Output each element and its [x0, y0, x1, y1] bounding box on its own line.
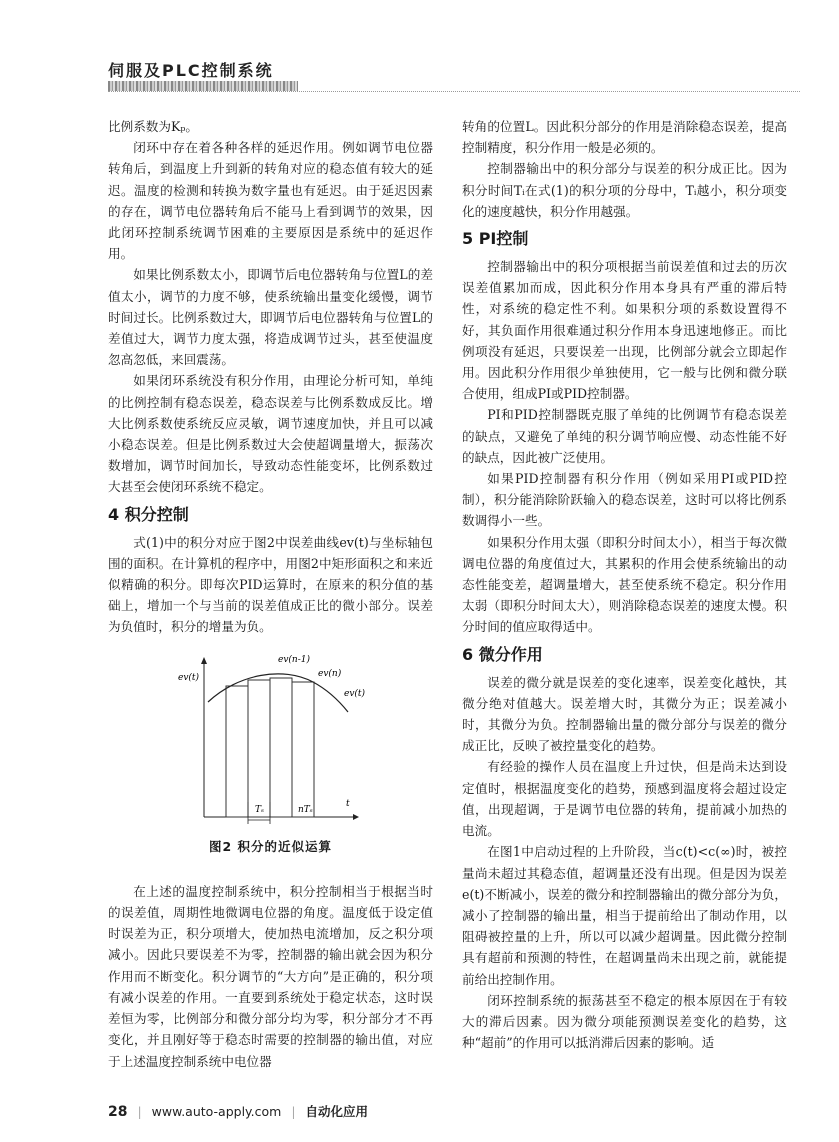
paragraph: 控制器输出中的积分项根据当前误差值和过去的历次误差值累加而成，因此积分作用本身具有严重的滞后特性，对系统的稳定性不利。如果积分项的系数设置得不好，其负面作用很难通过积分作用本身迅速地修正。而比例项没有延迟，只要误差一出现，比例部分就会立即起作用。因此积分作用很少单独使用，它一般与比例和微分联合使用，组成PI或PID控制器。: [462, 259, 787, 402]
label-ts: Tₛ: [255, 804, 265, 815]
paragraph: 在上述的温度控制系统中，积分控制相当于根据当时的误差值，周期性地微调电位器的角度。温度低于设定值时误差为正，积分项增大，使加热电流增加，反之积分项减小。因此只要误差不为零，控制器的输出就会因为积分作用而不断变化。积分调节的“大方向”是正确的，积分项有减小误差的作用。一直要到系统处于稳定状态，这时误差恒为零，比例部分和微分部分均为零，积分部分才不再变化，并且刚好等于稳态时需要的控制器的输出值，对应于上述温度控制系统中电位器: [108, 883, 433, 1069]
x-axis-arrow: [353, 814, 359, 820]
header-rule: [108, 91, 800, 92]
header-decoration: [108, 81, 298, 91]
footer-separator: |: [291, 1104, 296, 1119]
paragraph: 闭环控制系统的振荡甚至不稳定的根本原因在于有较大的滞后因素。因为微分项能预测误差变化的趋势，这种“超前”的作用可以抵消滞后因素的影响。适: [462, 992, 787, 1051]
left-column: [108, 116, 433, 1072]
rect-bar: [248, 680, 270, 817]
running-header: 伺服及PLC控制系统: [108, 61, 274, 80]
paragraph: PI和PID控制器既克服了单纯的比例调节有稳态误差的缺点，又避免了单纯的积分调节响应慢、动态性能不好的缺点，因此被广泛使用。: [462, 407, 787, 465]
error-curve: [208, 674, 348, 712]
paragraph: 如果积分作用太强（即积分时间太小），相当于每次微调电位器的角度值过大，其累积的作用会使系统输出的动态性能变差，超调量增大，甚至使系统不稳定。积分作用太弱（即积分时间太大），则消除稳态误差的速度太慢。积分时间的值应取得适中。: [462, 534, 787, 635]
rect-bar: [292, 682, 314, 817]
paragraph: 比例系数为Kₚ。: [108, 119, 199, 134]
footer-separator: |: [137, 1104, 142, 1119]
journal-name: 自动化应用: [305, 1104, 369, 1119]
label-evn1: ev(n-1): [278, 654, 310, 665]
right-column: [462, 116, 787, 1053]
integral-diagram: [108, 652, 433, 832]
section-heading: 5 PI控制: [462, 229, 529, 249]
label-evt-right: ev(t): [344, 688, 366, 699]
paragraph: 误差的微分就是误差的变化速率，误差变化越快，其微分绝对值越大。误差增大时，其微分为正；误差减小时，其微分为负。控制器输出量的微分部分与误差的微分成正比，反映了被控量变化的趋势。: [462, 674, 787, 754]
paragraph: 在图1中启动过程的上升阶段，当c(t)<c(∞)时，被控量尚未超过其稳态值，超调量还没有出现。但是因为误差e(t)不断减小，误差的微分和控制器输出的微分部分为负，减小了控制器的输出量，相当于提前给出了制动作用，以阻碍被控量的上升，所以可以减少超调量。因此微分控制具有超前和预测的特性，在超调量尚未出现之前，就能提前给出控制作用。: [462, 844, 787, 987]
figure-caption: 图2 积分的近似运算: [208, 838, 333, 854]
page-number: 28: [108, 1104, 128, 1120]
paragraph: 如果比例系数太小，即调节后电位器转角与位置L的差值太小，调节的力度不够，使系统输出量变化缓慢，调节时间过长。比例系数过大，即调节后电位器转角与位置L的差值过大，调节力度太强，将造成调节过头，甚至使温度忽高忽低，来回震荡。: [108, 267, 433, 368]
paragraph: 有经验的操作人员在温度上升过快，但是尚未达到设定值时，根据温度变化的趋势，预感到温度将会超过设定值，出现超调，于是调节电位器的转角，提前减小加热的电流。: [462, 759, 787, 839]
paragraph: 控制器输出中的积分部分与误差的积分成正比。因为积分时间Tᵢ在式(1)的积分项的分母中，Tᵢ越小，积分项变化的速度越快，积分作用越强。: [462, 161, 787, 219]
label-evn: ev(n): [318, 668, 342, 679]
paragraph: 转角的位置L。因此积分部分的作用是消除稳态误差，提高控制精度，积分作用一般是必须的。: [462, 119, 787, 156]
page-footer: [108, 1102, 368, 1120]
section-heading: 6 微分作用: [462, 644, 543, 664]
label-evt-left: ev(t): [178, 672, 200, 683]
paragraph: 如果PID控制器有积分作用（例如采用PI或PID控制），积分能消除阶跃输入的稳态误差，这时可以将比例系数调得小一些。: [462, 471, 787, 529]
paragraph: 闭环中存在着各种各样的延迟作用。例如调节电位器转角后，到温度上升到新的转角对应的稳态值有较大的延迟。温度的检测和转换为数字量也有延迟。由于延迟因素的存在，调节电位器转角后不能马上看到调节的效果，因此闭环控制系统调节困难的主要原因是系统中的延迟作用。: [108, 140, 433, 262]
rect-bar: [270, 678, 292, 817]
y-axis-arrow: [201, 657, 207, 664]
rect-bar: [226, 686, 248, 817]
section-heading: 4 积分控制: [108, 504, 189, 524]
paragraph: 如果闭环系统没有积分作用，由理论分析可知，单纯的比例控制有稳态误差，稳态误差与比例系数成反比。增大比例系数使系统反应灵敏，调节速度加快，并且可以减小稳态误差。但是比例系数过大会使超调量增大，振荡次数增加，调节时间加长，导致动态性能变坏，比例系数过大甚至会使闭环系统不稳定。: [108, 373, 433, 495]
figure-2: [108, 652, 433, 832]
paragraph: 式(1)中的积分对应于图2中误差曲线ev(t)与坐标轴包围的面积。在计算机的程序中，用图2中矩形面积之和来近似精确的积分。即每次PID运算时，在原来的积分值的基础上，增加一个与当前的误差值成正比的微小部分。误差为负值时，积分的增量为负。: [108, 534, 433, 635]
label-nts: nTₛ: [298, 804, 313, 815]
footer-site: www.auto-apply.com: [151, 1104, 282, 1119]
label-t: t: [346, 798, 350, 809]
